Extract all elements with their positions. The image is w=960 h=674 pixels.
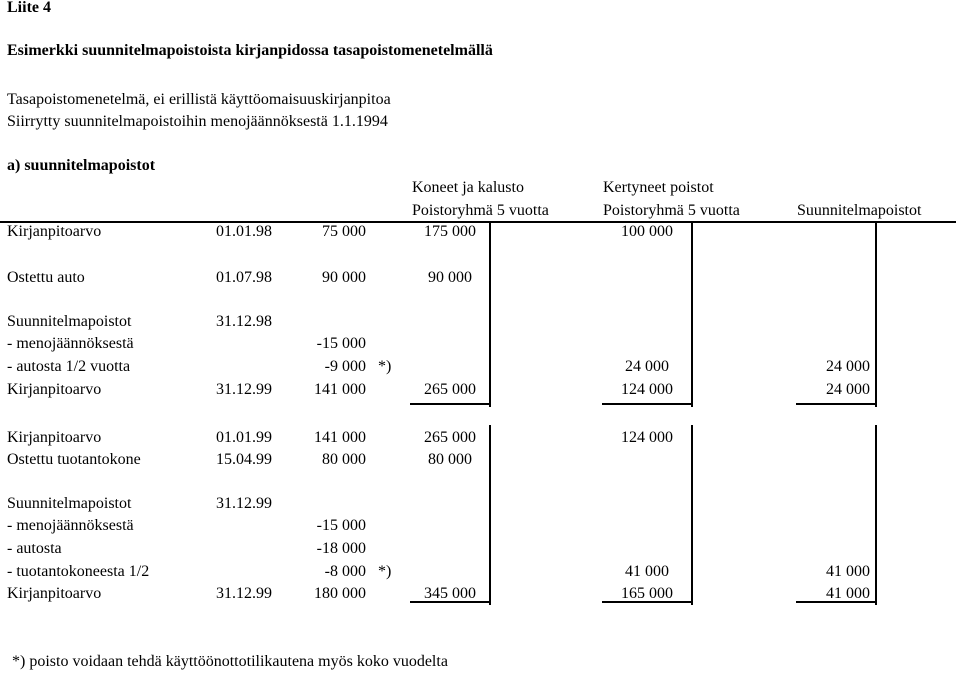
row-date: 01.01.98: [216, 223, 272, 240]
row-amount: -15 000: [316, 517, 366, 534]
row-amount: 80 000: [322, 451, 366, 468]
row-label: - menojäännöksestä: [7, 335, 134, 352]
subtotal-rule-c2: [602, 403, 692, 405]
row-label: Kirjanpitoarvo: [7, 585, 102, 602]
row-amount: -18 000: [316, 540, 366, 557]
appendix-label: Liite 4: [7, 0, 51, 16]
row-footnote-mark: *): [378, 563, 392, 580]
row-kertyneet-value: 41 000: [625, 563, 669, 580]
row-label: Kirjanpitoarvo: [7, 429, 102, 446]
row-footnote-mark: *): [378, 358, 392, 375]
row-koneet-value: 80 000: [428, 451, 472, 468]
row-amount: 141 000: [314, 429, 366, 446]
column-header-koneet-line1: Koneet ja kalusto: [412, 179, 524, 196]
row-suunnitelmapoistot-value: 24 000: [826, 381, 870, 398]
row-suunnitelmapoistot-value: 24 000: [826, 358, 870, 375]
row-kertyneet-value: 24 000: [625, 358, 669, 375]
row-koneet-value: 265 000: [424, 429, 476, 446]
row-koneet-value: 90 000: [428, 269, 472, 286]
document-title: Esimerkki suunnitelmapoistoista kirjanpidossa tasapoistomenetelmällä: [7, 42, 493, 59]
t-account-rule-c3-top: [875, 222, 877, 407]
row-date: 31.12.99: [216, 381, 272, 398]
row-amount: 180 000: [314, 585, 366, 602]
t-account-rule-c3-bottom: [875, 425, 877, 605]
transition-line: Siirrytty suunnitelmapoistoihin menojäännöksestä 1.1.1994: [7, 113, 388, 130]
row-label: - tuotantokoneesta 1/2: [7, 563, 150, 580]
row-amount: 90 000: [322, 269, 366, 286]
row-date: 31.12.99: [216, 495, 272, 512]
column-header-koneet-line2: Poistoryhmä 5 vuotta: [412, 202, 549, 219]
row-kertyneet-value: 165 000: [621, 585, 673, 602]
row-label: Suunnitelmapoistot: [7, 495, 132, 512]
section-heading: a) suunnitelmapoistot: [7, 157, 156, 174]
row-label: Suunnitelmapoistot: [7, 313, 132, 330]
row-kertyneet-value: 124 000: [621, 429, 673, 446]
subtotal-rule-c1: [410, 403, 490, 405]
row-date: 01.07.98: [216, 269, 272, 286]
row-kertyneet-value: 124 000: [621, 381, 673, 398]
column-header-kertyneet-line2: Poistoryhmä 5 vuotta: [603, 202, 740, 219]
column-header-kertyneet-line1: Kertyneet poistot: [603, 179, 714, 196]
column-header-suunnitelmapoistot: Suunnitelmapoistot: [797, 202, 922, 219]
row-amount: -15 000: [316, 335, 366, 352]
row-koneet-value: 265 000: [424, 381, 476, 398]
row-label: - autosta 1/2 vuotta: [7, 358, 131, 375]
row-kertyneet-value: 100 000: [621, 223, 673, 240]
subtotal-rule-c3: [796, 403, 876, 405]
row-amount: 75 000: [322, 223, 366, 240]
row-label: - menojäännöksestä: [7, 517, 134, 534]
row-koneet-value: 175 000: [424, 223, 476, 240]
footnote: *) poisto voidaan tehdä käyttöönottotilikautena myös koko vuodelta: [12, 653, 448, 670]
row-amount: 141 000: [314, 381, 366, 398]
row-suunnitelmapoistot-value: 41 000: [826, 563, 870, 580]
method-line: Tasapoistomenetelmä, ei erillistä käyttöomaisuuskirjanpitoa: [7, 91, 391, 108]
row-label: Ostettu auto: [7, 269, 85, 286]
row-date: 01.01.99: [216, 429, 272, 446]
row-label: Kirjanpitoarvo: [7, 381, 102, 398]
row-amount: -9 000: [324, 358, 366, 375]
row-koneet-value: 345 000: [424, 585, 476, 602]
row-label: Kirjanpitoarvo: [7, 223, 102, 240]
row-date: 15.04.99: [216, 451, 272, 468]
row-suunnitelmapoistot-value: 41 000: [826, 585, 870, 602]
row-date: 31.12.98: [216, 313, 272, 330]
row-label: Ostettu tuotantokone: [7, 451, 141, 468]
row-date: 31.12.99: [216, 585, 272, 602]
row-label: - autosta: [7, 540, 62, 557]
row-amount: -8 000: [324, 563, 366, 580]
